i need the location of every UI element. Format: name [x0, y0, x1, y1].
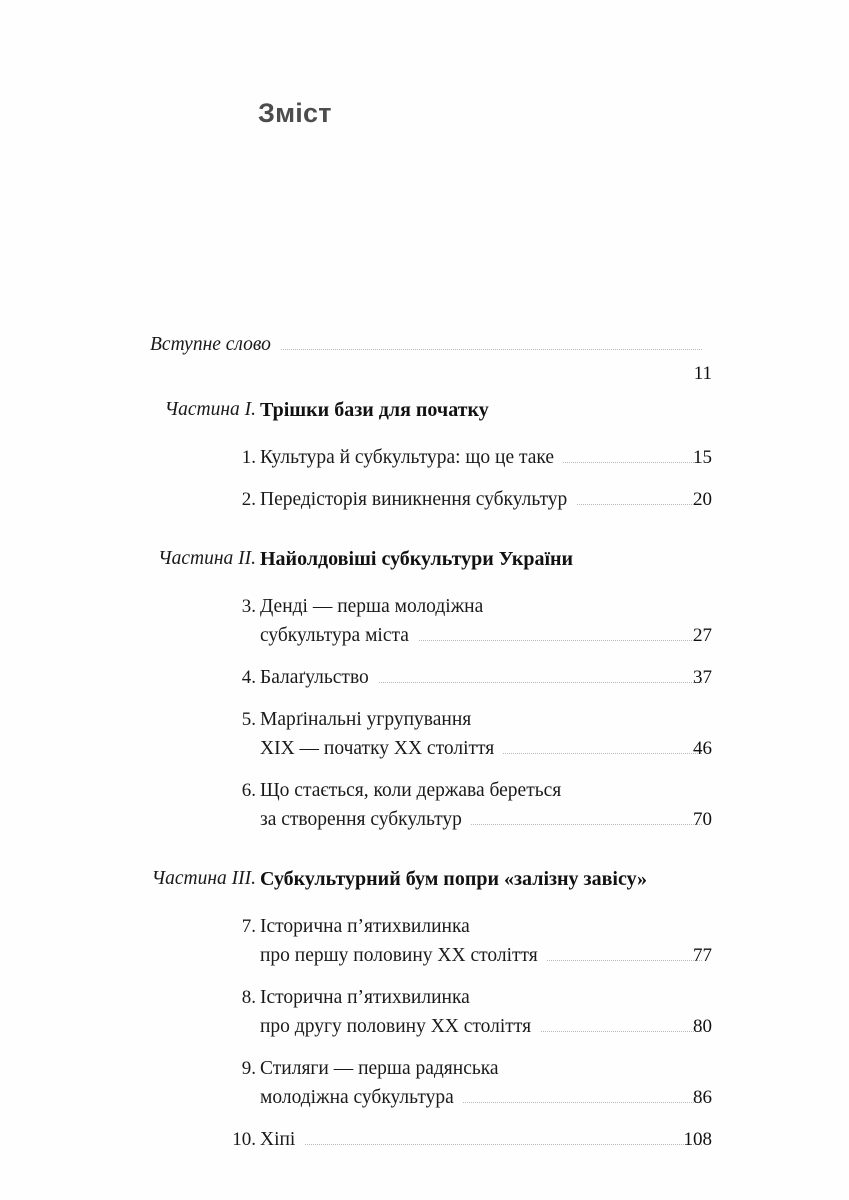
- toc-entry-line: [260, 443, 712, 472]
- toc-entry-title: субкультура міста: [260, 625, 418, 646]
- toc-entry-line: [260, 1012, 712, 1041]
- toc-entry-chapter[interactable]: [0, 1125, 849, 1154]
- toc-entry-line: [260, 1083, 712, 1112]
- toc-entry-title: про другу половину XX століття: [260, 1016, 540, 1037]
- toc-entry-title: Стиляги — перша радянська: [260, 1058, 499, 1079]
- toc-entry-line: [260, 663, 712, 692]
- toc-entry-number: 9.: [241, 1058, 256, 1079]
- toc-entry-chapter[interactable]: [0, 485, 849, 514]
- toc-entry-number: 5.: [241, 709, 256, 730]
- toc-entry-text: [260, 705, 712, 763]
- toc-entry-page-number[interactable]: 20: [693, 489, 712, 510]
- toc-entry-text: [260, 776, 712, 834]
- toc-entry-title: Що стається, коли держава береться: [260, 780, 562, 801]
- toc-entry-title: Марґінальні угрупування: [260, 709, 472, 730]
- toc-entry-page-number[interactable]: 11: [693, 363, 712, 384]
- toc-entry-text: [260, 1125, 712, 1154]
- toc-entry-page-number[interactable]: 70: [693, 809, 712, 830]
- toc-part-text: [260, 395, 712, 425]
- toc-part-text: [260, 544, 712, 574]
- toc-entry-line: [260, 705, 712, 734]
- toc-entry-line: [150, 330, 712, 359]
- toc-entry-chapter[interactable]: [0, 776, 849, 834]
- toc-entry-text: [260, 983, 712, 1041]
- toc-entry-text: [260, 1054, 712, 1112]
- toc-entry-line: [260, 1054, 712, 1083]
- toc-entry-line: [260, 776, 712, 805]
- toc-entry-line: [260, 485, 712, 514]
- toc-entry-page-number[interactable]: 27: [693, 625, 712, 646]
- toc-entry-page-number[interactable]: 86: [693, 1087, 712, 1108]
- toc-part-label: Частина I.: [164, 399, 256, 420]
- toc-entry-title: XIX — початку XX століття: [260, 738, 503, 759]
- toc-entry-title: Балаґульство: [260, 667, 378, 688]
- toc-entry-chapter[interactable]: [0, 443, 849, 472]
- toc-part-heading[interactable]: [0, 864, 849, 894]
- toc-entry-title: Історична п’ятихвилинка: [260, 987, 470, 1008]
- toc-entry-chapter[interactable]: [0, 912, 849, 970]
- toc-entry-number: 10.: [232, 1129, 256, 1150]
- toc-entry-number: 8.: [241, 987, 256, 1008]
- toc-part-text: [260, 864, 712, 894]
- toc-entry-title: за створення субкультур: [260, 809, 471, 830]
- toc-entry-title: Культура й субкультура: що це таке: [260, 447, 563, 468]
- toc-entry-chapter[interactable]: [0, 1054, 849, 1112]
- toc-entry-line: [260, 592, 712, 621]
- toc-part-label: Частина III.: [151, 868, 256, 889]
- toc-entry-title: молодіжна субкультура: [260, 1087, 463, 1108]
- toc-entry-title: Передісторія виникнення субкультур: [260, 489, 576, 510]
- toc-entry-line: [260, 1125, 712, 1154]
- page-title: Зміст: [258, 98, 332, 128]
- toc-entry-number: 1.: [241, 447, 256, 468]
- toc-entry-chapter[interactable]: [0, 705, 849, 763]
- toc-entry-number: 6.: [241, 780, 256, 801]
- toc-entry-title: Історична п’ятихвилинка: [260, 916, 470, 937]
- toc-entry-number: 2.: [241, 489, 256, 510]
- toc-part-title: Трішки бази для початку: [260, 399, 489, 421]
- toc-part-label: Частина II.: [158, 548, 256, 569]
- toc-entry-text: [260, 663, 712, 692]
- toc-entry-title: про першу половину XX століття: [260, 945, 547, 966]
- toc-entry-line: [260, 941, 712, 970]
- toc-part-heading[interactable]: [0, 395, 849, 425]
- toc-entry-number: 7.: [241, 916, 256, 937]
- table-of-contents: [0, 330, 849, 1167]
- toc-part-heading[interactable]: [0, 544, 849, 574]
- toc-entry-page-number[interactable]: 80: [693, 1016, 712, 1037]
- toc-entry-chapter[interactable]: [0, 663, 849, 692]
- leader-tail-mask: [702, 330, 712, 359]
- toc-entry-title: Денді — перша молодіжна: [260, 596, 484, 617]
- toc-entry-page-number[interactable]: 46: [693, 738, 712, 759]
- toc-part-title: Найолдовіші субкультури України: [260, 548, 574, 570]
- toc-entry-front-matter[interactable]: [0, 330, 849, 384]
- toc-entry-number: 4.: [241, 667, 256, 688]
- toc-entry-page-number[interactable]: 37: [693, 667, 712, 688]
- toc-entry-line: [260, 621, 712, 650]
- toc-entry-text: [260, 485, 712, 514]
- toc-entry-page-number[interactable]: 77: [693, 945, 712, 966]
- toc-entry-chapter[interactable]: [0, 983, 849, 1041]
- toc-entry-text: [260, 912, 712, 970]
- toc-entry-text: [150, 330, 712, 359]
- toc-entry-number: 3.: [241, 596, 256, 617]
- toc-part-title: Субкультурний бум попри «залізну завісу»: [260, 868, 648, 890]
- toc-entry-title: Хіпі: [260, 1129, 304, 1150]
- toc-entry-line: [260, 983, 712, 1012]
- toc-entry-page-number[interactable]: 108: [683, 1129, 712, 1150]
- toc-entry-chapter[interactable]: [0, 592, 849, 650]
- toc-entry-line: [260, 805, 712, 834]
- toc-entry-line: [260, 912, 712, 941]
- toc-entry-text: [260, 592, 712, 650]
- toc-entry-page-number[interactable]: 15: [693, 447, 712, 468]
- toc-entry-line: [260, 734, 712, 763]
- toc-entry-text: [260, 443, 712, 472]
- toc-entry-title: Вступне слово: [150, 334, 280, 355]
